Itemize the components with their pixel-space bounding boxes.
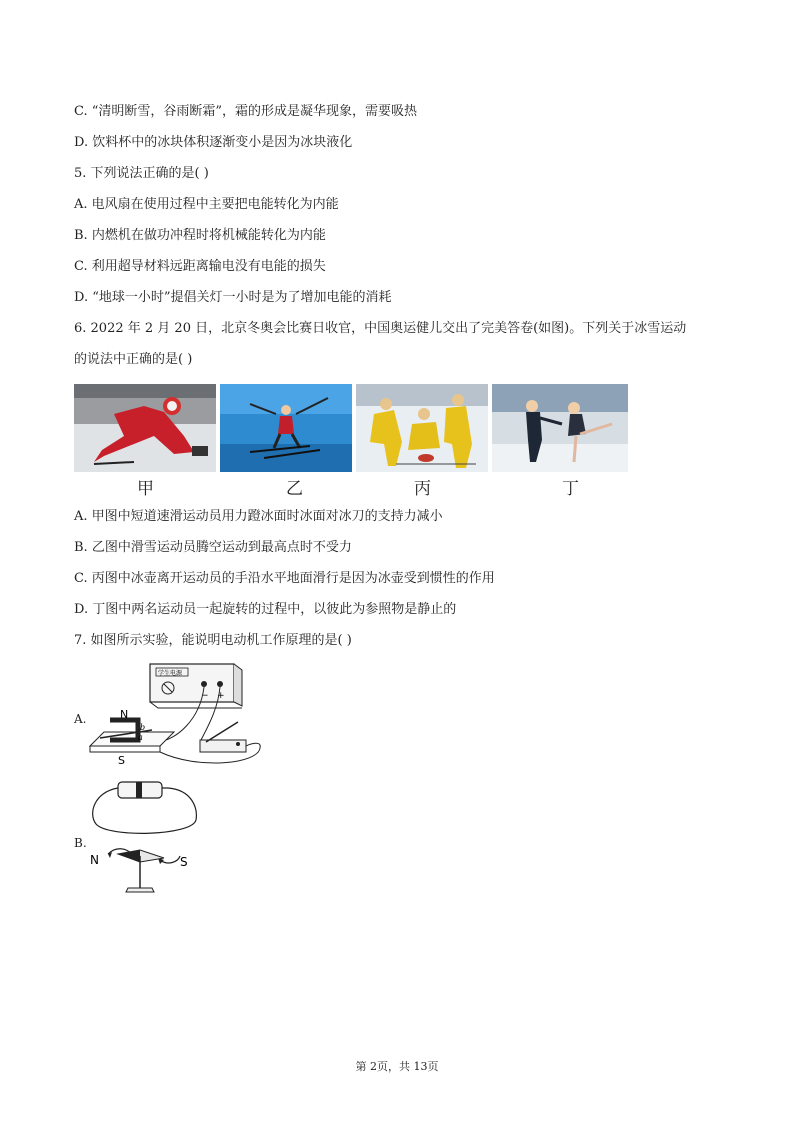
q5-option-d: D. “地球一小时”提倡关灯一小时是为了增加电能的消耗 (74, 290, 392, 305)
q6-stem-line1: 6. 2022 年 2 月 20 日，北京冬奥会比赛日收官，中国奥运健儿交出了完美答卷(如图)。下列关于冰雪运动 (74, 321, 687, 336)
q7-stem: 7. 如图所示实验，能说明电动机工作原理的是( ) (74, 633, 352, 648)
q5-option-b: B. 内燃机在做功冲程时将机械能转化为内能 (74, 228, 326, 243)
photo-speed-skating (74, 384, 216, 472)
terminal-minus (201, 681, 207, 687)
svg-text:b: b (140, 723, 146, 732)
photo-freestyle-skiing (220, 384, 352, 472)
q7-option-b-diagram (88, 780, 208, 900)
q5-stem: 5. 下列说法正确的是( ) (74, 166, 209, 181)
q5-option-c: C. 利用超导材料远距离输电没有电能的损失 (74, 259, 326, 274)
q4-option-c: C. “清明断雪，谷雨断霜”，霜的形成是凝华现象，需要吸热 (74, 104, 418, 119)
svg-text:a: a (138, 733, 143, 742)
q7-option-a-label: A. (74, 712, 87, 726)
caption-yi: 乙 (286, 479, 303, 499)
photo-figure-skating (492, 384, 628, 472)
svg-text:S: S (118, 754, 125, 767)
q6-stem-line2: 的说法中正确的是( ) (74, 352, 193, 367)
q6-option-b: B. 乙图中滑雪运动员腾空运动到最高点时不受力 (74, 540, 352, 555)
svg-text:S: S (180, 855, 188, 869)
page-footer: 第 2页，共 13页 (355, 1060, 439, 1073)
q5-option-a: A. 电风扇在使用过程中主要把电能转化为内能 (74, 197, 339, 212)
q6-option-a: A. 甲图中短道速滑运动员用力蹬冰面时冰面对冰刀的支持力减小 (74, 509, 443, 524)
svg-text:−: − (201, 691, 209, 701)
power-supply-label: 学生电源 (158, 670, 183, 677)
svg-text:N: N (90, 853, 99, 867)
photo-curling (356, 384, 488, 472)
q4-option-d: D. 饮料杯中的冰块体积逐渐变小是因为冰块液化 (74, 135, 353, 150)
caption-bing: 丙 (414, 479, 431, 499)
caption-ding: 丁 (562, 479, 579, 499)
svg-text:N: N (120, 708, 129, 721)
q7-option-a-diagram (88, 660, 278, 772)
svg-text:+: + (217, 691, 225, 701)
q6-option-c: C. 丙图中冰壶离开运动员的手沿水平地面滑行是因为冰壶受到惯性的作用 (74, 571, 495, 586)
q6-option-d: D. 丁图中两名运动员一起旋转的过程中，以彼此为参照物是静止的 (74, 602, 457, 617)
caption-jia: 甲 (137, 479, 154, 499)
terminal-plus (217, 681, 223, 687)
q7-option-b-label: B. (74, 836, 87, 850)
